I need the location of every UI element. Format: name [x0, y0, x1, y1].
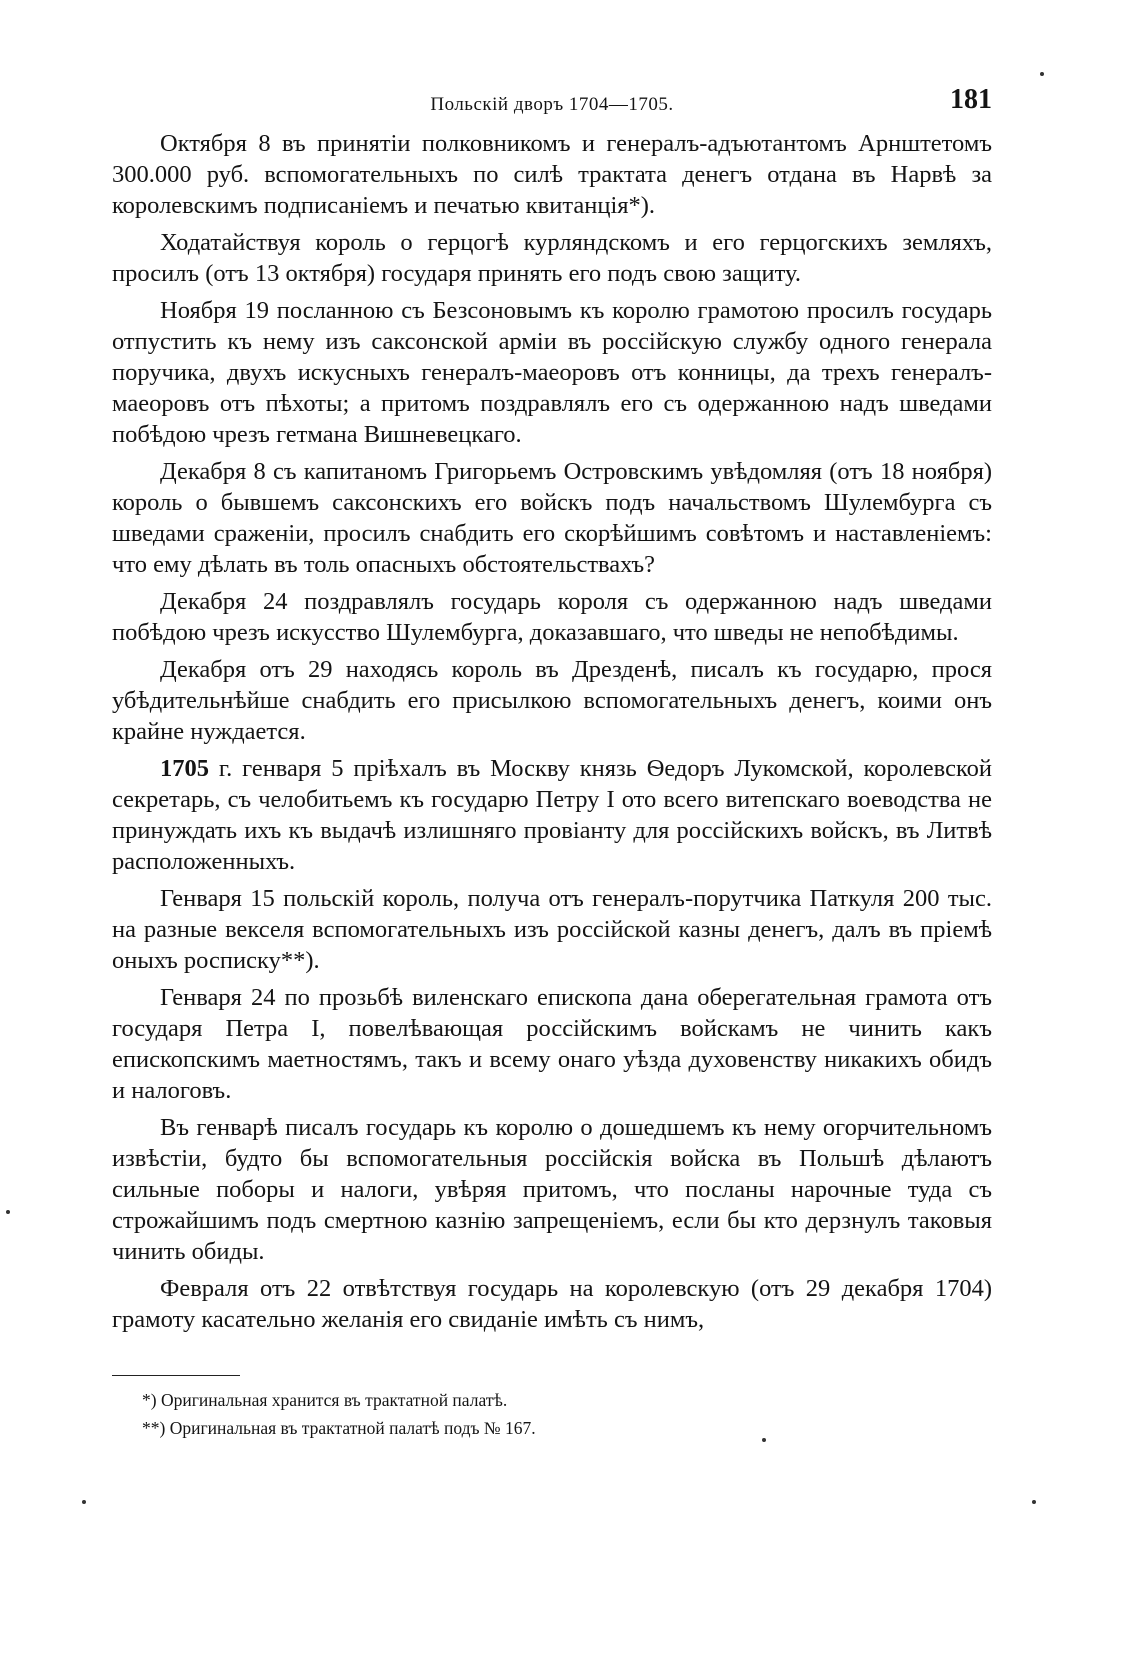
paragraph: Октября 8 въ принятіи полковникомъ и генералъ-адъютантомъ Арнштетомъ 300.000 руб. вспомогательныхъ по силѣ трактата денегъ отдана въ Нарвѣ за королевскимъ подписаніемъ и печатью квитанція*).: [112, 130, 992, 219]
footnote: **) Оригинальная въ трактатной палатѣ подъ № 167.: [142, 1418, 536, 1438]
paragraph: Декабря 8 съ капитаномъ Григорьемъ Островскимъ увѣдомляя (отъ 18 ноября) король о бывшемъ саксонскихъ его войскъ подъ начальствомъ Шулембурга съ шведами сраженіи, просилъ снабдить его скорѣйшимъ совѣтомъ и наставленіемъ: что ему дѣлать въ толь опасныхъ обстоятельствахъ?: [112, 458, 992, 578]
paragraph: Ноября 19 посланною съ Безсоновымъ къ королю грамотою просилъ государь отпустить къ нему изъ саксонской арміи въ россійскую службу одного генерала поручика, двухъ искусныхъ генералъ-маеоровъ отъ конницы, да трехъ генералъ-маеоровъ отъ пѣхоты; а притомъ поздравлялъ его съ одержанною надъ шведами побѣдою чрезъ гетмана Вишневецкаго.: [112, 297, 992, 448]
footnote-divider: [112, 1375, 240, 1376]
header-title: Польскій дворъ 1704—1705.: [430, 94, 674, 115]
footnote: *) Оригинальная хранится въ трактатной палатѣ.: [142, 1390, 508, 1410]
year-lead: 1705: [160, 755, 209, 782]
paragraph: Февраля отъ 22 отвѣтствуя государь на королевскую (отъ 29 декабря 1704) грамоту касательно желанія его свиданіе имѣть съ нимъ,: [112, 1275, 992, 1333]
page-number: 181: [950, 84, 992, 115]
paragraph-1705: [112, 753, 992, 877]
paragraph: Въ генварѣ писалъ государь къ королю о дошедшемъ къ нему огорчительномъ извѣстіи, будто бы вспомогательныя россійскія войска въ Польшѣ дѣлаютъ сильные поборы и налоги, увѣряя притомъ, что посланы нарочные туда съ строжайшимъ подъ смертною казнію запрещеніемъ, если бы кто дерзнулъ таковыя чинить обиды.: [112, 1114, 992, 1265]
scan-speck: [762, 1438, 766, 1442]
paragraph: Ходатайствуя король о герцогѣ курляндскомъ и его герцогскихъ земляхъ, просилъ (отъ 13 октября) государя принять его подъ свою защиту.: [112, 229, 992, 287]
running-header: [112, 84, 992, 128]
paragraph: Генваря 15 польскій король, получа отъ генералъ-порутчика Паткуля 200 тыс. на разные векселя вспомогательныхъ изъ россійской казны денегъ, далъ въ пріемѣ оныхъ росписку**).: [112, 885, 992, 974]
paragraph: Декабря отъ 29 находясь король въ Дрезденѣ, писалъ къ государю, прося убѣдительнѣйше снабдить его присылкою вспомогательныхъ денегъ, коими онъ крайне нуждается.: [112, 656, 992, 745]
paragraph: Декабря 24 поздравлялъ государь короля съ одержанною надъ шведами побѣдою чрезъ искусство Шулембурга, доказавшаго, что шведы не непобѣдимы.: [112, 588, 992, 646]
year-paragraph-text: г. генваря 5 пріѣхалъ въ Москву князь Ѳедоръ Лукомской, королевской секретарь, съ челобитьемъ къ государю Петру I ото всего витепскаго воеводства не принуждать ихъ къ выдачѣ излишняго провіанту для россійскихъ войскъ, въ Литвѣ расположенныхъ.: [112, 755, 992, 875]
paragraph: Генваря 24 по прозьбѣ виленскаго епископа дана оберегательная грамота отъ государя Петра I, повелѣвающая россійскимъ войскамъ не чинить какъ епископскимъ маетностямъ, такъ и всему онаго уѣзда духовенству никакихъ обидъ и налоговъ.: [112, 984, 992, 1104]
scan-speck: [82, 1500, 86, 1504]
scan-speck: [1040, 72, 1044, 76]
scan-speck: [1032, 1500, 1036, 1504]
footnotes: [112, 1388, 992, 1440]
body-text: [112, 128, 992, 1335]
book-page: [112, 84, 992, 1444]
scan-speck: [6, 1210, 10, 1214]
